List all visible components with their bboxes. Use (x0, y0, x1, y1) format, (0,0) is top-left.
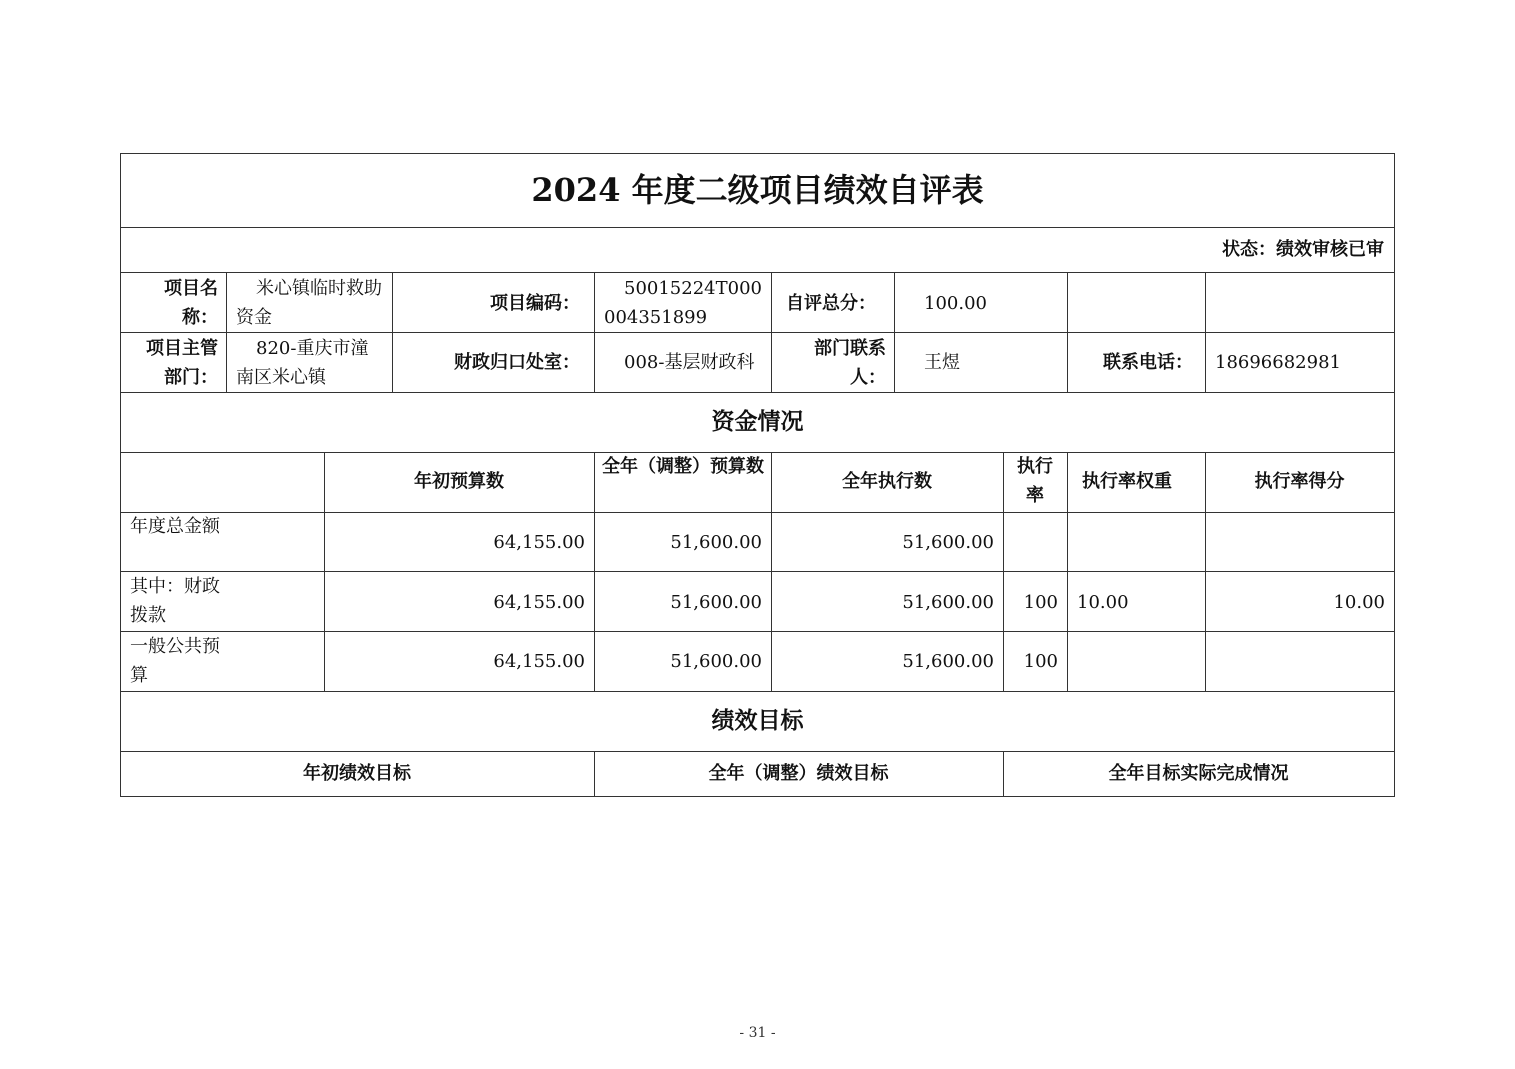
header-score: 执行率得分 (1254, 471, 1345, 492)
status-text: 状态：绩效审核已审 (1222, 239, 1384, 260)
dept-label: 项目主管部门： (146, 338, 218, 388)
phone-value: 18696682981 (1215, 352, 1341, 373)
header-initial-budget: 年初预算数 (414, 471, 504, 492)
project-name-value: 米心镇临时救助资金 (236, 278, 382, 328)
row-weight: 10.00 (1077, 592, 1129, 613)
finance-label: 财政归口处室： (454, 352, 580, 373)
project-code-value: 50015224T000004351899 (604, 278, 762, 328)
row-initial: 64,155.00 (493, 592, 585, 613)
row-adjusted: 51,600.00 (670, 651, 762, 672)
row-rate: 100 (1023, 592, 1058, 613)
row-executed: 51,600.00 (902, 532, 994, 553)
row-adjusted: 51,600.00 (670, 532, 762, 553)
header-executed: 全年执行数 (842, 471, 932, 492)
goals-adjusted-header: 全年（调整）绩效目标 (708, 763, 889, 784)
page-title: 2024 年度二级项目绩效自评表 (531, 171, 984, 209)
funds-section-title: 资金情况 (711, 408, 804, 435)
row-executed: 51,600.00 (902, 592, 994, 613)
project-name-label: 项目名称： (164, 278, 218, 328)
dept-value: 820-重庆市潼南区米心镇 (236, 338, 369, 388)
row-rate: 100 (1023, 651, 1058, 672)
page-number: - 31 - (739, 1025, 776, 1041)
header-adjusted-budget: 全年（调整）预算数 (602, 456, 764, 477)
score-label: 自评总分： (786, 293, 876, 314)
goals-initial-header: 年初绩效目标 (303, 763, 411, 784)
header-rate: 执行率 (1017, 456, 1053, 506)
row-label: 一般公共预算 (130, 636, 220, 686)
goals-section-title: 绩效目标 (711, 707, 804, 734)
row-initial: 64,155.00 (493, 651, 585, 672)
row-initial: 64,155.00 (493, 532, 585, 553)
phone-label: 联系电话： (1103, 352, 1193, 373)
row-executed: 51,600.00 (902, 651, 994, 672)
project-code-label: 项目编码： (490, 293, 580, 314)
contact-value: 王煜 (924, 352, 960, 373)
row-adjusted: 51,600.00 (670, 592, 762, 613)
header-weight: 执行率权重 (1082, 471, 1172, 492)
score-value: 100.00 (924, 293, 987, 314)
row-score: 10.00 (1333, 592, 1385, 613)
contact-label: 部门联系人： (814, 338, 886, 388)
finance-value: 008-基层财政科 (624, 352, 755, 373)
row-label: 年度总金额 (130, 516, 220, 537)
goals-actual-header: 全年目标实际完成情况 (1108, 763, 1289, 784)
row-label: 其中：财政拨款 (130, 576, 220, 626)
